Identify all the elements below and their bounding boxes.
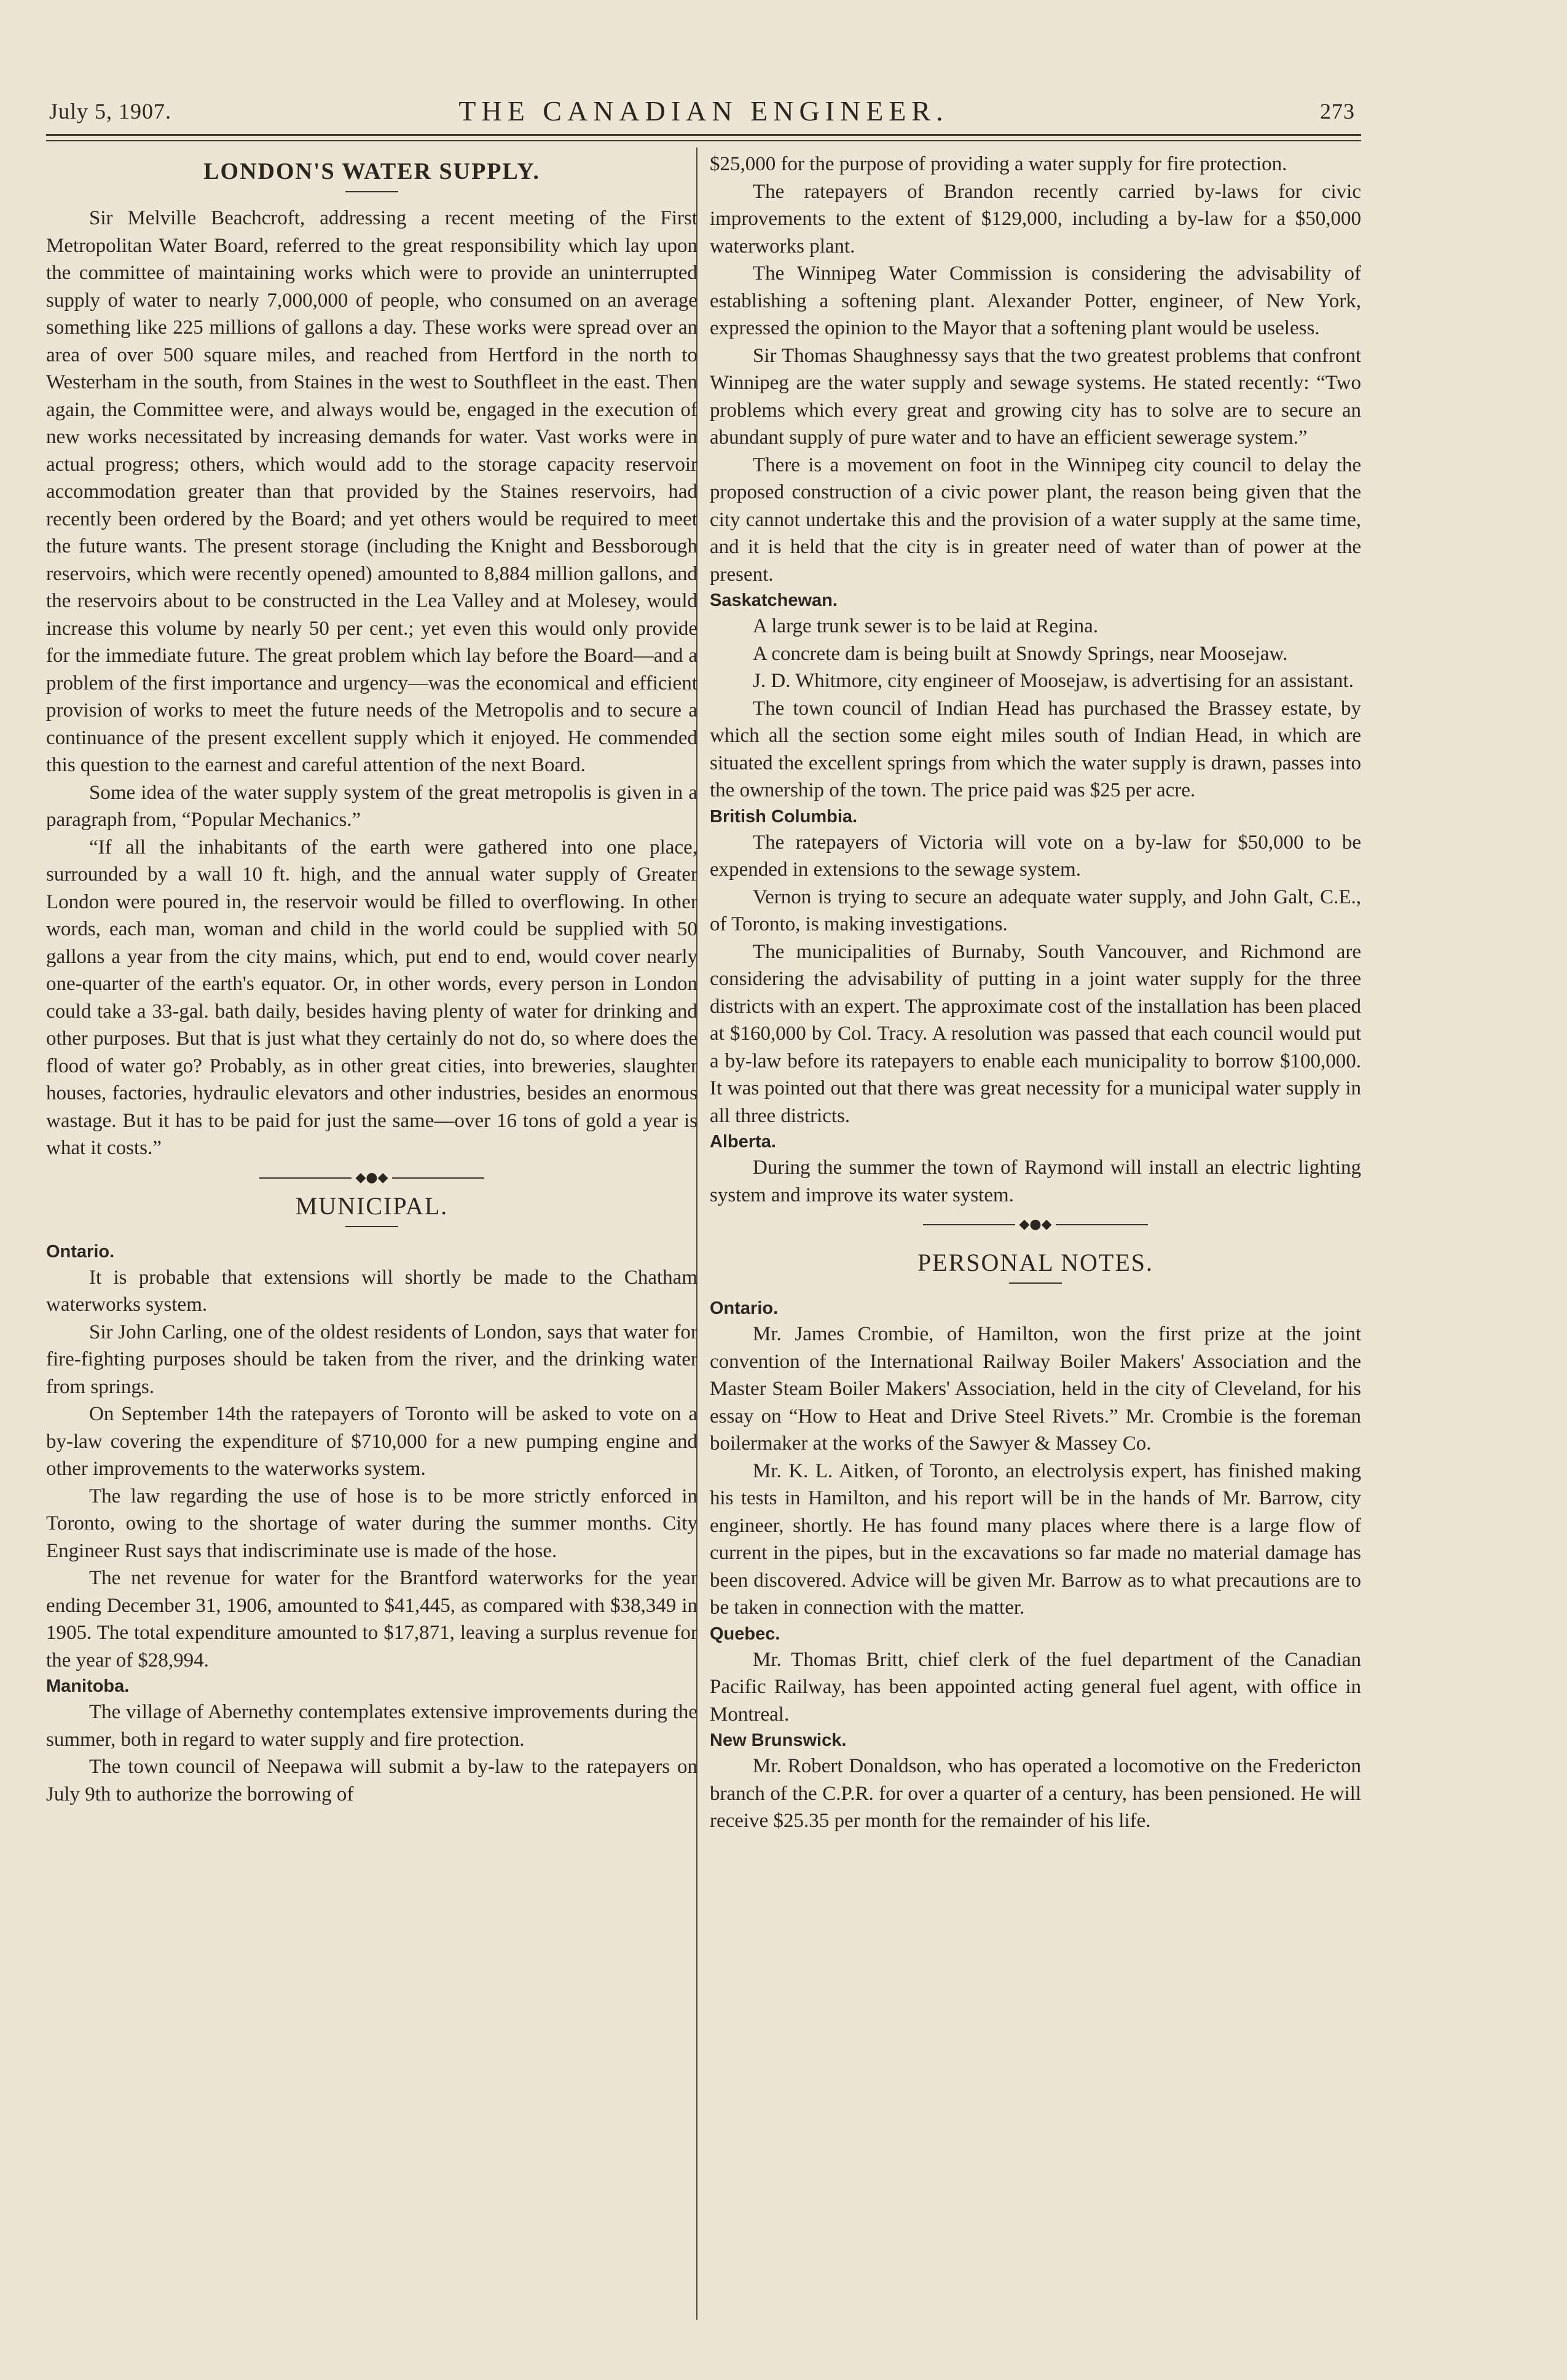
- subhead-alberta: Alberta.: [710, 1132, 776, 1152]
- subhead-new-brunswick: New Brunswick.: [710, 1730, 847, 1750]
- paragraph: A large trunk sewer is to be laid at Regina.: [753, 615, 1099, 637]
- paragraph: On September 14th the ratepayers of Toronto will be asked to vote on a by-law covering the expenditure of $710,000 for a new pumping engine and other improvements to the waterworks system.: [46, 1403, 697, 1480]
- paragraph: Mr. Robert Donaldson, who has operated a locomotive on the Fredericton branch of the C.P.R. for over a quarter of a century, has been pensioned. He will receive $25.35 per month for the remainder of his life.: [710, 1755, 1361, 1832]
- paragraph: The Winnipeg Water Commission is considering the advisability of establishing a softening plant. Alexander Potter, engineer, of New York, expressed the opinion to the Mayor that a softening plant would be useless.: [710, 262, 1361, 339]
- paragraph: Sir Thomas Shaughnessy says that the two greatest problems that confront Winnipeg are the water supply and sewage systems. He stated recently: “Two problems which every great and growing city has to solve are to secure an abundant supply of pure water and to have an efficient sewerage system.”: [710, 344, 1361, 449]
- heading-rule: [345, 191, 398, 192]
- paragraph: The law regarding the use of hose is to be more strictly enforced in Toronto, owing to the shortage of water during the summer months. City Engineer Rust says that indiscriminate use is made of the hose.: [46, 1485, 697, 1562]
- heading-rule: [345, 1226, 398, 1227]
- paragraph: Some idea of the water supply system of the great metropolis is given in a paragraph from, “Popular Mechanics.”: [46, 781, 697, 831]
- publication-title: THE CANADIAN ENGINEER.: [458, 95, 949, 127]
- issue-date: July 5, 1907.: [49, 99, 172, 124]
- paragraph: The village of Abernethy contemplates extensive improvements during the summer, both in regard to water supply and fire protection.: [46, 1701, 697, 1751]
- paragraph: The net revenue for water for the Brantford waterworks for the year ending December 31, 1906, amounted to $41,445, as compared with $38,349 in 1905. The total expenditure amounted to $17,871, leaving a surplus revenue for the year of $28,994.: [46, 1567, 697, 1671]
- paragraph: Mr. James Crombie, of Hamilton, won the first prize at the joint convention of the International Railway Boiler Makers' Association and the Master Steam Boiler Makers' Association, held in the city of Cleveland, for his essay on “How to Heat and Drive Steel Rivets.” Mr. Crombie is the foreman boilermaker at the works of the Sawyer & Massey Co.: [710, 1323, 1361, 1455]
- masthead-rule: [46, 134, 1361, 136]
- paragraph: The ratepayers of Brandon recently carried by-laws for civic improvements to the extent of $129,000, including a by-law for a $50,000 waterworks plant.: [710, 180, 1361, 257]
- paragraph: During the summer the town of Raymond will install an electric lighting system and improve its water system.: [710, 1157, 1361, 1206]
- paragraph: The municipalities of Burnaby, South Vancouver, and Richmond are considering the advisability of putting in a joint water supply for the three districts with an expert. The approximate cost of the installation has been placed at $160,000 by Col. Tracy. A resolution was passed that each council would put a by-law before its ratepayers to enable each municipality to borrow $100,000. It was pointed out that there was great necessity for a municipal water supply in all three districts.: [710, 940, 1361, 1127]
- page-number: 273: [1320, 99, 1355, 124]
- paragraph: It is probable that extensions will shortly be made to the Chatham waterworks system.: [46, 1266, 697, 1316]
- article-heading-london-water: LONDON'S WATER SUPPLY.: [203, 159, 540, 184]
- paragraph: “If all the inhabitants of the earth were gathered into one place, surrounded by a wall 10 ft. high, and the annual water supply of Greater London were poured in, the reservoir would be filled to overflowing. In other words, each man, woman and child in the world could be supplied with 50 gallons a year from the city mains, which, put end to end, would cover nearly one-quarter of the earth's equator. Or, in other words, every person in London could take a 33-gal. bath daily, besides having plenty of water for drinking and other purposes. But that is just what they certainly do not do, so where does the flood of water go? Probably, as in other great cities, into breweries, slaughter houses, factories, hydraulic elevators and other industries, besides an enormous wastage. But it has to be paid for just the same—over 16 tons of gold a year is what it costs.”: [46, 836, 697, 1159]
- subhead-british-columbia: British Columbia.: [710, 806, 858, 827]
- subhead-quebec: Quebec.: [710, 1624, 780, 1644]
- paragraph: Vernon is trying to secure an adequate water supply, and John Galt, C.E., of Toronto, is making investigations.: [710, 886, 1361, 935]
- section-heading-municipal: MUNICIPAL.: [295, 1192, 449, 1220]
- paragraph: A concrete dam is being built at Snowdy Springs, near Moosejaw.: [753, 642, 1288, 665]
- subhead-ontario: Ontario.: [46, 1241, 115, 1262]
- subhead-saskatchewan: Saskatchewan.: [710, 591, 838, 610]
- subhead-manitoba: Manitoba.: [46, 1676, 130, 1696]
- section-ornament: ◆●◆: [46, 1172, 697, 1184]
- subhead-ontario: Ontario.: [710, 1298, 779, 1318]
- masthead: [46, 86, 1361, 135]
- paragraph: Mr. Thomas Britt, chief clerk of the fuel department of the Canadian Pacific Railway, has been appointed acting general fuel agent, with office in Montreal.: [710, 1648, 1361, 1726]
- masthead-rule-secondary: [46, 140, 1361, 141]
- paragraph: J. D. Whitmore, city engineer of Moosejaw, is advertising for an assistant.: [753, 670, 1354, 692]
- paragraph: The ratepayers of Victoria will vote on a by-law for $50,000 to be expended in extensions to the sewage system.: [710, 831, 1361, 881]
- paragraph: Sir John Carling, one of the oldest residents of London, says that water for fire-fighting purposes should be taken from the river, and the drinking water from springs.: [46, 1321, 697, 1398]
- section-ornament: ◆●◆: [710, 1219, 1361, 1231]
- newspaper-page: [46, 86, 1361, 2323]
- section-heading-personal-notes: PERSONAL NOTES.: [917, 1249, 1154, 1276]
- left-column: [46, 151, 697, 1808]
- heading-rule: [1009, 1282, 1062, 1284]
- paragraph: The town council of Neepawa will submit a by-law to the ratepayers on July 9th to authorize the borrowing of: [46, 1756, 697, 1805]
- paragraph: Sir Melville Beachcroft, addressing a recent meeting of the First Metropolitan Water Board, referred to the great responsibility which lay upon the committee of maintaining works which were to provide an uninterrupted supply of water to nearly 7,000,000 of people, who consumed on an average something like 225 millions of gallons a day. These works were spread over an area of over 500 square miles, and reached from Hertford in the north to Westerham in the south, from Staines in the west to Southfleet in the east. Then again, the Committee were, and always would be, engaged in the execution of new works necessitated by increasing demands for water. Vast works were in actual progress; others, which would add to the storage capacity reservoir accommodation greater than that provided by the Staines reservoirs, had recently been ordered by the Board; and yet others would be required to meet the future wants. The present storage (including the Knight and Bessborough reservoirs, which were recently opened) amounted to 8,884 million gallons, and the reservoirs about to be constructed in the Lea Valley and at Molesey, would increase this volume by nearly 50 per cent.; yet even this would only provide for the immediate future. The great problem which lay before the Board—and a problem of the first importance and urgency—was the economical and efficient provision of works to meet the future needs of the Metropolis and to secure a continuance of the present excellent supply which it enjoyed. He commended this question to the earnest and careful attention of the next Board.: [46, 207, 697, 776]
- paragraph: There is a movement on foot in the Winnipeg city council to delay the proposed construction of a civic power plant, the reason being given that the city cannot undertake this and the provision of a water supply at the same time, and it is held that the city is in greater need of water than of power at the present.: [710, 454, 1361, 586]
- paragraph: Mr. K. L. Aitken, of Toronto, an electrolysis expert, has finished making his tests in Hamilton, and his report will be in the hands of Mr. Barrow, city engineer, shortly. He has found many places where there is a large flow of current in the pipes, but in the excavations so far made no material damage has been discovered. Advice will be given Mr. Barrow as to what precautions are to be taken in connection with the matter.: [710, 1459, 1361, 1619]
- paragraph: The town council of Indian Head has purchased the Brassey estate, by which all the section some eight miles south of Indian Head, in which are situated the excellent springs from which the water supply is drawn, passes into the ownership of the town. The price paid was $25 per acre.: [710, 697, 1361, 801]
- paragraph-continued: $25,000 for the purpose of providing a water supply for fire protection.: [710, 153, 1287, 175]
- right-column: [710, 151, 1361, 1835]
